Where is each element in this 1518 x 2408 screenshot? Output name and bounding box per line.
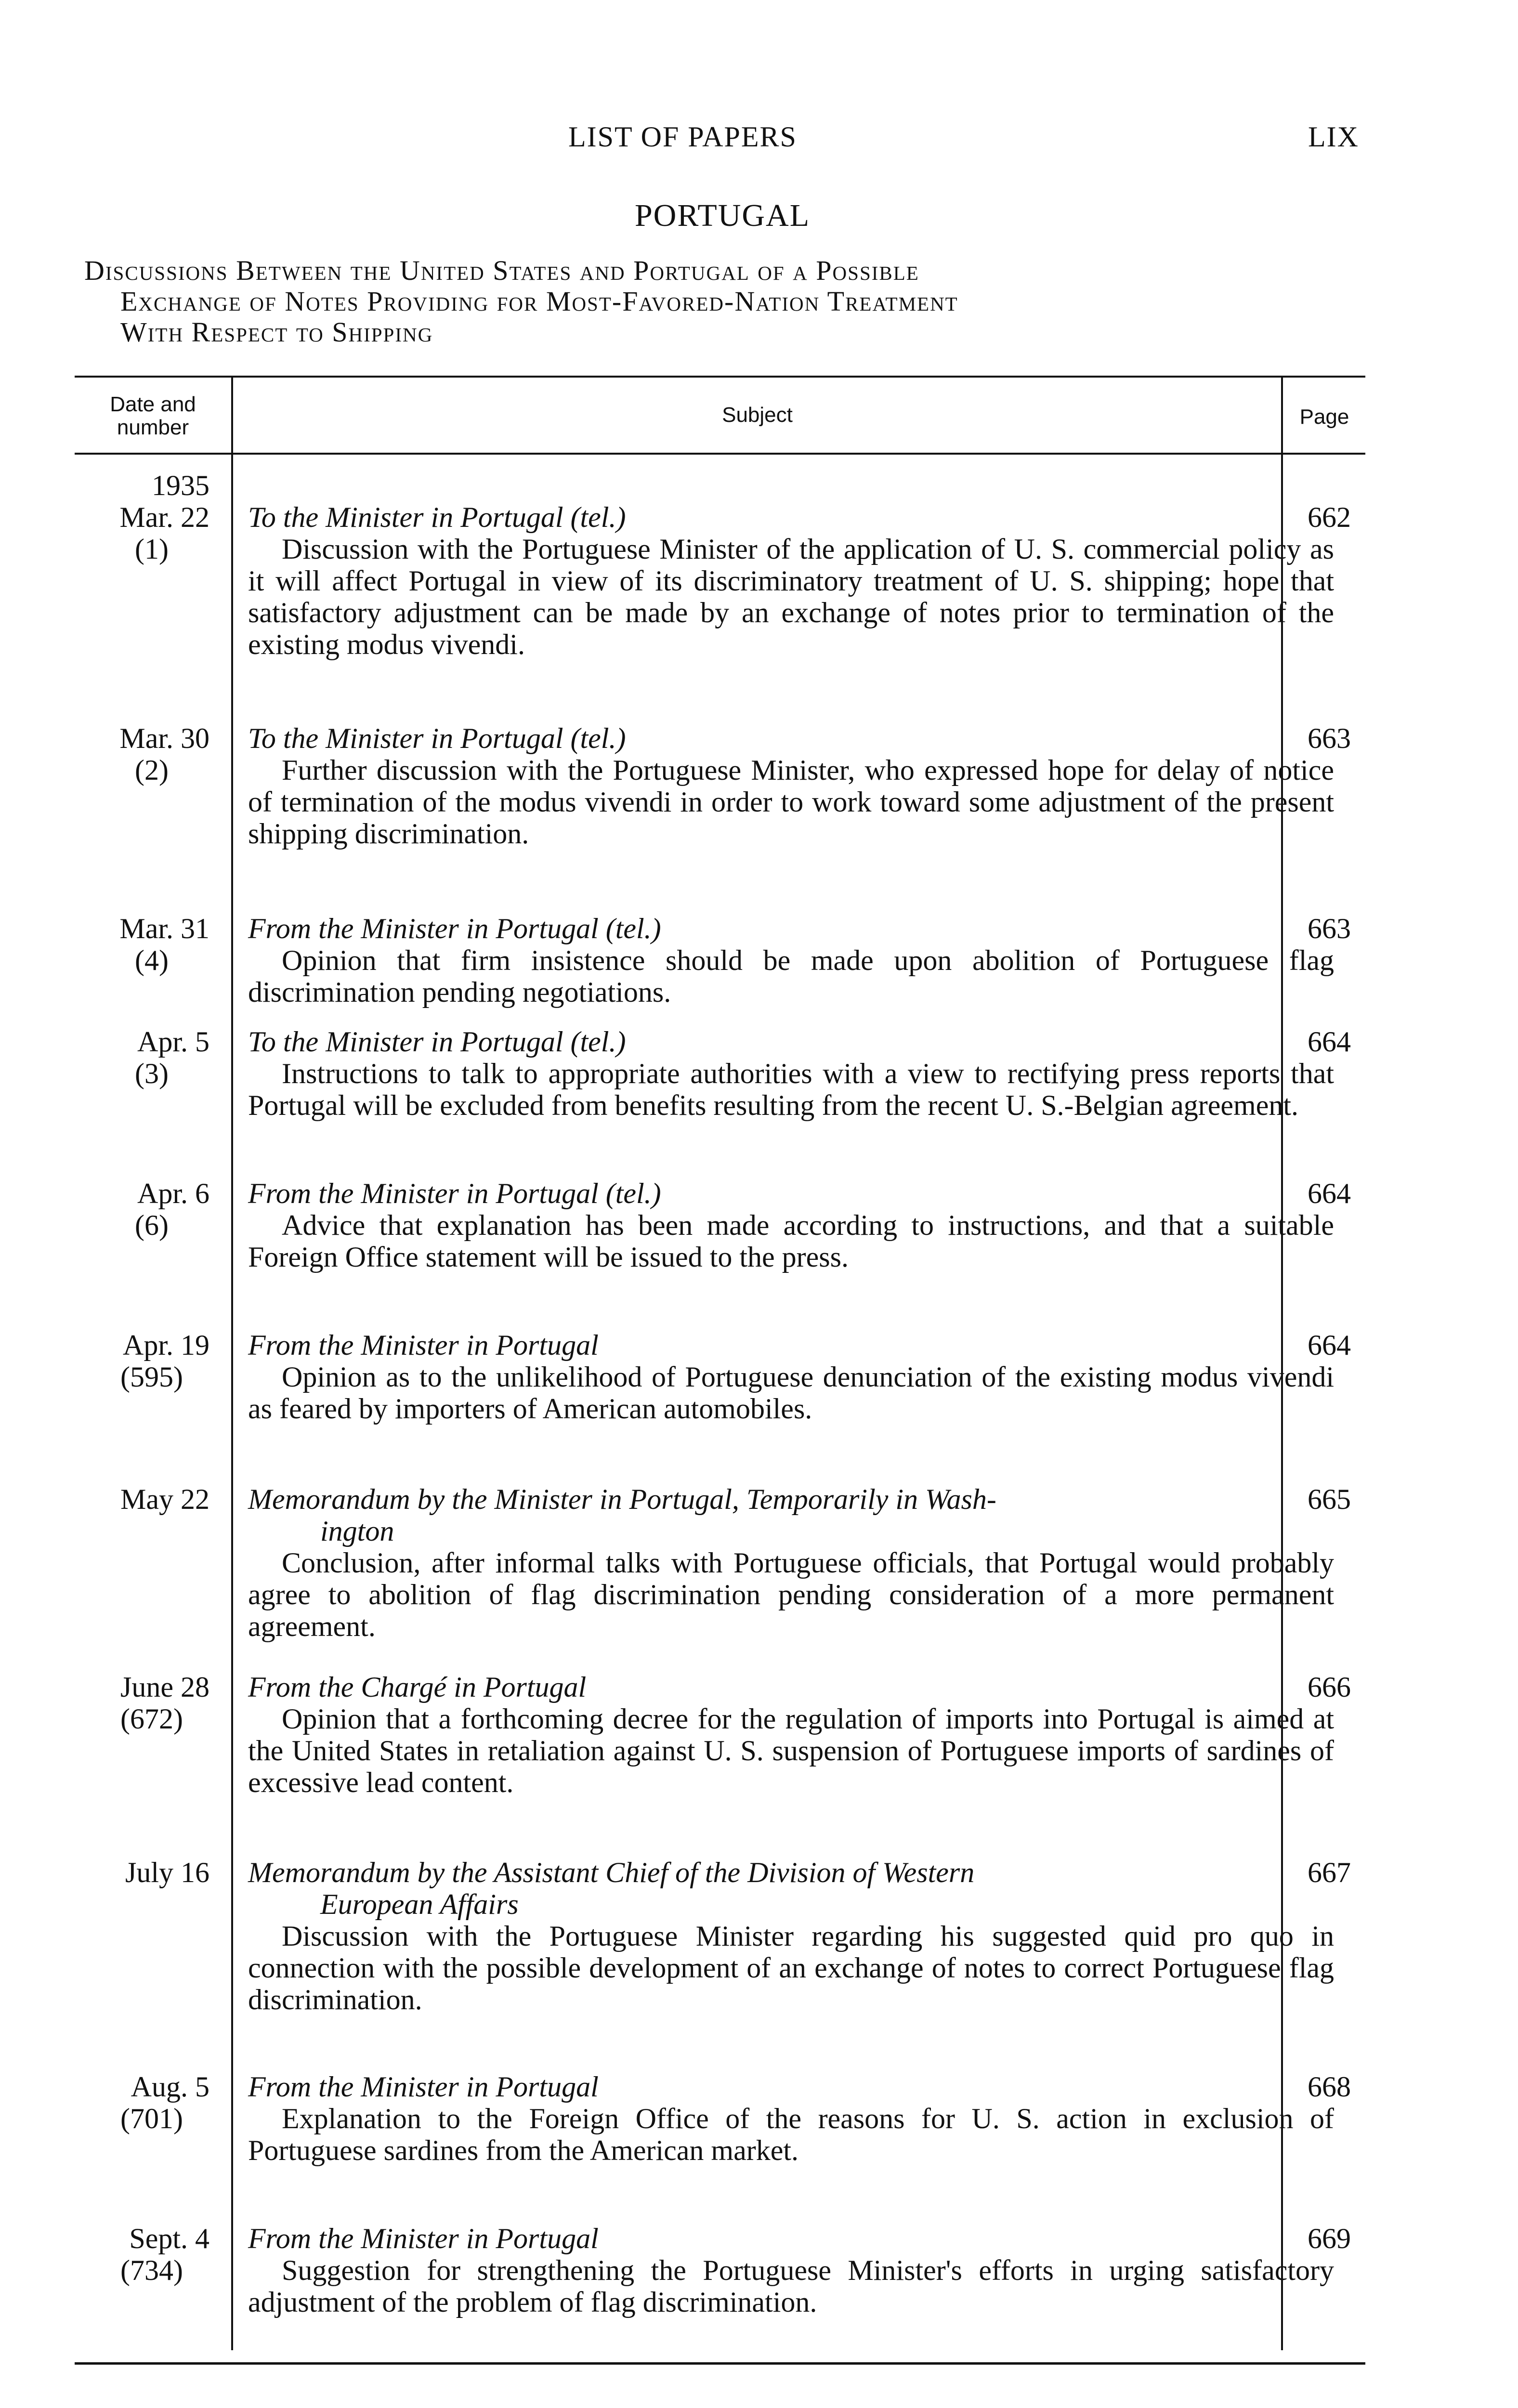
entry-heading: Memorandum by the Assistant Chief of the Division of Western (248, 1857, 975, 1888)
entry-body: Suggestion for strengthening the Portuguese Minister's efforts in urging satisfactory adjustment of the problem of flag discrimination. (248, 2254, 1334, 2318)
entry-heading-continuation: ington (320, 1515, 394, 1547)
entry-body: Instructions to talk to appropriate authorities with a view to rectifying press reports that Portugal will be excluded from benefits resulting from the recent U. S.-Belgian agreement. (248, 1058, 1334, 1121)
entry-heading: From the Minister in Portugal (tel.) (248, 1178, 661, 1209)
papers-table (75, 376, 1365, 2366)
entry-number: (734) (120, 2254, 183, 2286)
column-divider-date (231, 376, 233, 2350)
year-label: 1935 (152, 470, 209, 501)
entry-page: 665 (1308, 1483, 1351, 1515)
entry-body: Opinion that a forthcoming decree for the regulation of imports into Portugal is aimed at the United States in retaliation against U. S. suspension of Portuguese imports of sardines of excessive lead content. (248, 1703, 1334, 1798)
entry-page: 667 (1308, 1857, 1351, 1888)
section-subtitle (84, 255, 1365, 348)
entry-number: (3) (135, 1058, 169, 1089)
entry-page: 664 (1308, 1026, 1351, 1058)
entry-page: 664 (1308, 1178, 1351, 1209)
entry-date: Mar. 22 (119, 501, 209, 533)
entry-number: (2) (135, 754, 169, 786)
entry-number: (595) (120, 1361, 183, 1393)
entry-date: July 16 (125, 1857, 209, 1888)
entry-date: Apr. 19 (123, 1329, 209, 1361)
entry-page: 662 (1308, 501, 1351, 533)
entry-heading: From the Minister in Portugal (248, 2071, 599, 2103)
entry-page: 668 (1308, 2071, 1351, 2103)
page-number: LIX (1308, 121, 1359, 153)
entry-body: Discussion with the Portuguese Minister regarding his suggested quid pro quo in connection with the possible development of an exchange of notes to correct Portuguese flag discrimination. (248, 1920, 1334, 2015)
table-header-rule (75, 453, 1365, 455)
entry-heading: From the Minister in Portugal (248, 1329, 599, 1361)
entry-date: May 22 (120, 1483, 209, 1515)
entry-number: (1) (135, 533, 169, 565)
entry-date: Aug. 5 (131, 2071, 209, 2103)
column-header-page: Page (1299, 405, 1349, 429)
table-bottom-rule (75, 2362, 1365, 2365)
entry-date: Apr. 5 (137, 1026, 209, 1058)
entry-body: Opinion as to the unlikelihood of Portuguese denunciation of the existing modus vivendi as feared by importers of American automobiles. (248, 1361, 1334, 1425)
entry-heading-continuation: European Affairs (320, 1888, 519, 1920)
entry-heading: Memorandum by the Minister in Portugal, Temporarily in Wash- (248, 1483, 996, 1515)
column-header-date: Date and number (110, 393, 196, 439)
entry-heading: To the Minister in Portugal (tel.) (248, 501, 626, 533)
entry-body: Discussion with the Portuguese Minister of the application of U. S. commercial policy as it will affect Portugal in view of its discriminatory treatment of U. S. shipping; hope that satisfactory adjustment can be made by an exchange of notes prior to termination of the existing modus vivendi. (248, 533, 1334, 660)
entry-date: Apr. 6 (137, 1178, 209, 1209)
entry-date: June 28 (120, 1671, 209, 1703)
entry-number: (6) (135, 1209, 169, 1241)
entry-number: (701) (120, 2103, 183, 2134)
entry-date: Mar. 31 (119, 913, 209, 944)
subtitle-line: Exchange of Notes Providing for Most-Favored-Nation Treatment (120, 286, 958, 317)
section-title: PORTUGAL (634, 198, 811, 233)
entry-page: 664 (1308, 1329, 1351, 1361)
table-top-rule (75, 376, 1365, 378)
entry-page: 663 (1308, 722, 1351, 754)
entry-page: 666 (1308, 1671, 1351, 1703)
entry-number: (672) (120, 1703, 183, 1735)
subtitle-line: With Respect to Shipping (120, 316, 433, 348)
entry-page: 669 (1308, 2223, 1351, 2254)
entry-heading: From the Minister in Portugal (248, 2223, 599, 2254)
entry-heading: To the Minister in Portugal (tel.) (248, 722, 626, 754)
subtitle-line: Discussions Between the United States and Portugal of a Possible (84, 255, 919, 286)
entry-page: 663 (1308, 913, 1351, 944)
entry-body: Explanation to the Foreign Office of the reasons for U. S. action in exclusion of Portuguese sardines from the American market. (248, 2103, 1334, 2166)
entry-heading: From the Chargé in Portugal (248, 1671, 587, 1703)
entry-date: Mar. 30 (119, 722, 209, 754)
entry-heading: From the Minister in Portugal (tel.) (248, 913, 661, 944)
running-header-title: LIST OF PAPERS (568, 121, 797, 153)
entry-body: Advice that explanation has been made according to instructions, and that a suitable Foreign Office statement will be issued to the press. (248, 1209, 1334, 1273)
entry-body: Further discussion with the Portuguese Minister, who expressed hope for delay of notice of termination of the modus vivendi in order to work toward some adjustment of the present shipping discrimination. (248, 754, 1334, 850)
entry-number: (4) (135, 944, 169, 976)
entry-date: Sept. 4 (129, 2223, 209, 2254)
entry-body: Opinion that firm insistence should be made upon abolition of Portuguese flag discrimination pending negotiations. (248, 944, 1334, 1008)
entry-heading: To the Minister in Portugal (tel.) (248, 1026, 626, 1058)
column-header-subject: Subject (722, 403, 793, 427)
entry-body: Conclusion, after informal talks with Portuguese officials, that Portugal would probably agree to abolition of flag discrimination pending consideration of a more permanent agreement. (248, 1547, 1334, 1642)
